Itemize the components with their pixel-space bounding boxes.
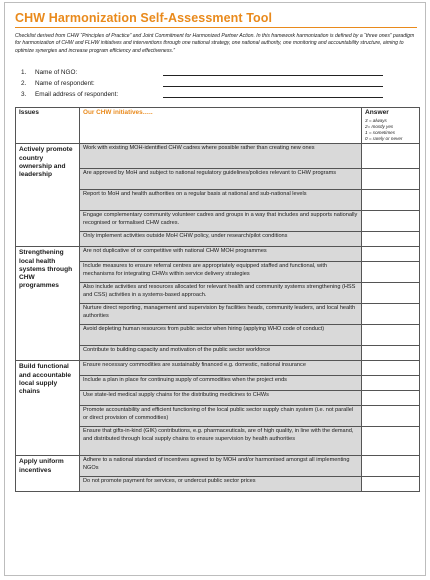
answer-cell[interactable] (362, 346, 420, 361)
initiative-item: Work with existing MOH-identified CHW cadres where possible rather than creating new ones (80, 144, 362, 169)
answer-key-item: 1 = sometimes (365, 130, 395, 136)
answer-cell[interactable] (362, 247, 420, 262)
answer-cell[interactable] (362, 190, 420, 211)
initiative-item: Adhere to a national standard of incentives agreed to by MOH and/or harmonised amongst all implementing NGOs (80, 456, 362, 477)
initiative-item: Engage complementary community volunteer cadres and groups in a way that includes and supports nationally recognised or formalised CHW cadres. (80, 211, 362, 232)
initiative-item: Report to MoH and health authorities on a regular basis at national and sub-national levels (80, 190, 362, 211)
ngo-name-input-line[interactable] (163, 68, 383, 76)
answer-key-item: 2= mostly yes (365, 124, 394, 130)
document-title: CHW Harmonization Self-Assessment Tool (15, 11, 273, 25)
initiative-item: Promote accountability and efficient functioning of the local public sector supply chain system (i.e. not parallel or direct provision of commodities) (80, 406, 362, 427)
initiative-item: Nurture direct reporting, management and supervision by facilities heads, community leaders, and local health authorities (80, 304, 362, 325)
initiative-item: Contribute to building capacity and motivation of the public sector workforce (80, 346, 362, 361)
form-field-ngo (21, 65, 417, 76)
answer-cell[interactable] (362, 477, 420, 492)
answer-cell[interactable] (362, 361, 420, 376)
issue-label: Apply uniform incentives (16, 456, 80, 492)
form-field-email (21, 87, 417, 98)
answer-key (365, 118, 416, 142)
answer-key-item: 3 = always (365, 118, 387, 124)
document-page (4, 2, 426, 576)
answer-cell[interactable] (362, 169, 420, 190)
answer-cell[interactable] (362, 456, 420, 477)
field-number: 1. (21, 69, 27, 77)
assessment-table (15, 107, 420, 492)
field-number: 3. (21, 91, 27, 99)
initiative-item: Are approved by MoH and subject to national regulatory guidelines/policies relevant to CHW programs (80, 169, 362, 190)
issue-label: Build functional and accountable local supply chains (16, 361, 80, 456)
table-row (16, 456, 420, 477)
table-row (16, 144, 420, 169)
answer-cell[interactable] (362, 283, 420, 304)
answer-key-item: 0 = rarely or never (365, 136, 403, 142)
table-header-row (16, 108, 420, 144)
table-row (16, 361, 420, 376)
table-row (16, 247, 420, 262)
answer-cell[interactable] (362, 427, 420, 456)
field-label: Name of NGO: (35, 69, 78, 77)
title-divider (15, 27, 417, 28)
initiative-item: Include measures to ensure referral centres are appropriately equipped staffed and functional, with mechanisms for integrating CHWs within service delivery strategies (80, 262, 362, 283)
initiative-item: Ensure necessary commodities are sustainably financed e.g. domestic, national insurance (80, 361, 362, 376)
intro-paragraph: Checklist derived from CHW “Principles of Practice” and Joint Commitment for Harmonized Partner Action. In this framework harmonization is defined by a “three ones” paradigm for harmonization of CHW and FLHW initiatives and interventions through one national strategy, one national authority, one monitoring and accountability structure, aiming to optimize synergies and increase program efficiency and effectiveness.” (15, 33, 415, 54)
issue-label: Actively promote country ownership and leadership (16, 144, 80, 247)
initiative-item: Only implement activities outside MoH CHW policy, under research/pilot conditions (80, 232, 362, 247)
initiative-item: Are not duplicative of or competitive with national CHW MOH programmes (80, 247, 362, 262)
answer-cell[interactable] (362, 211, 420, 232)
issue-label: Strengthening local health systems through CHW programmes (16, 247, 80, 361)
answer-cell[interactable] (362, 406, 420, 427)
email-input-line[interactable] (163, 90, 383, 98)
form-field-respondent (21, 76, 417, 87)
initiative-item: Also include activities and resources allocated for relevant health and community systems strengthening (HSS and CSS) activities in a systems-based approach. (80, 283, 362, 304)
initiative-item: Avoid depleting human resources from public sector when hiring (applying WHO code of conduct) (80, 325, 362, 346)
initiative-item: Include a plan in place for continuing supply of commodities when the project ends (80, 376, 362, 391)
answer-cell[interactable] (362, 232, 420, 247)
answer-cell[interactable] (362, 325, 420, 346)
initiative-item: Use state-led medical supply chains for the distributing medicines to CHWs (80, 391, 362, 406)
answer-header: Answer (365, 109, 389, 117)
initiative-item: Do not promote payment for services, or undercut public sector prices (80, 477, 362, 492)
initiatives-header: Our CHW initiatives….. (80, 108, 362, 144)
answer-cell[interactable] (362, 144, 420, 169)
answer-cell[interactable] (362, 304, 420, 325)
field-label: Name of respondent: (35, 80, 95, 88)
issues-header: Issues (16, 108, 80, 144)
respondent-name-input-line[interactable] (163, 79, 383, 87)
field-label: Email address of respondent: (35, 91, 119, 99)
answer-header-cell (362, 108, 420, 144)
field-number: 2. (21, 80, 27, 88)
initiative-item: Ensure that gifts-in-kind (GIK) contributions, e.g. pharmaceuticals, are of high quality, in line with the demand, and distributed through local supply chains to ensure supervision by health authorities (80, 427, 362, 456)
answer-cell[interactable] (362, 262, 420, 283)
answer-cell[interactable] (362, 376, 420, 391)
answer-cell[interactable] (362, 391, 420, 406)
